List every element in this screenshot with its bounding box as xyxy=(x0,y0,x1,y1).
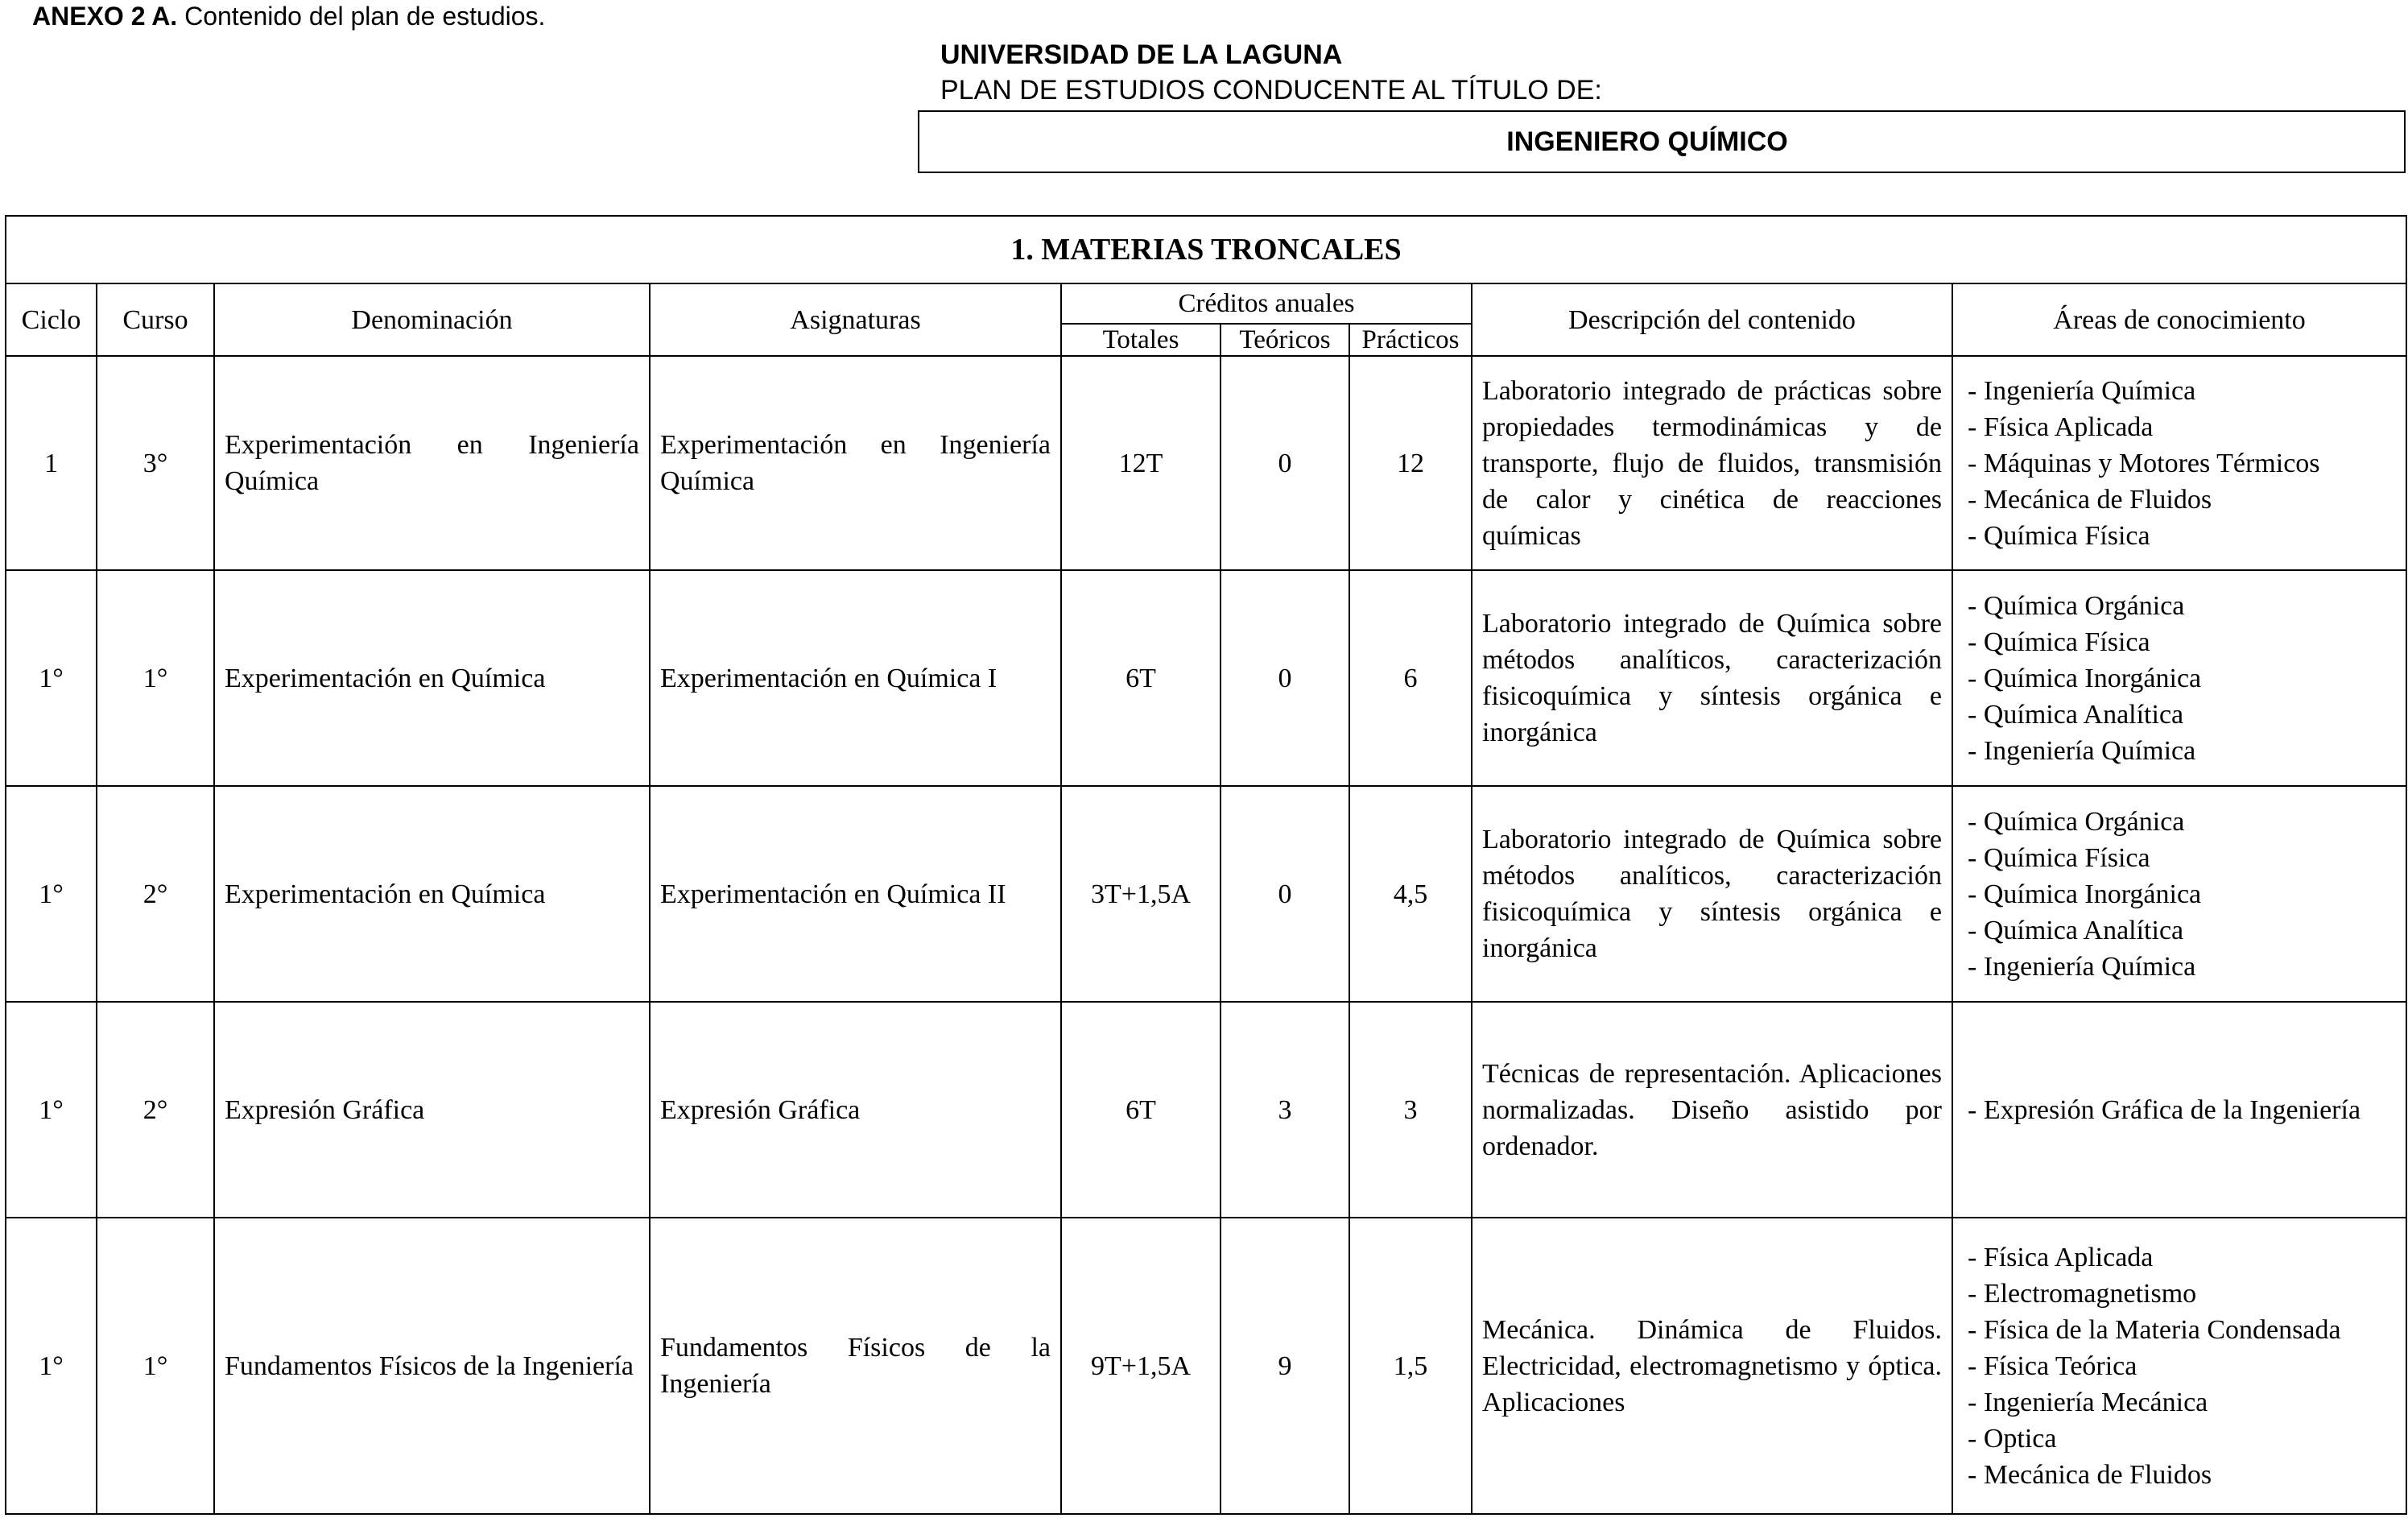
cell-totales: 12T xyxy=(1061,356,1221,570)
annex-text: Contenido del plan de estudios. xyxy=(177,2,546,31)
table-row xyxy=(6,1002,2406,1218)
cell-denominacion: Expresión Gráfica xyxy=(214,1002,650,1218)
cell-practicos: 1,5 xyxy=(1349,1218,1472,1514)
area-item: - Física Teórica xyxy=(1968,1350,2137,1381)
area-item: - Expresión Gráfica de la Ingeniería xyxy=(1968,1094,2361,1125)
col-header-descripcion: Descripción del contenido xyxy=(1472,283,1952,356)
cell-descripcion: Laboratorio integrado de prácticas sobre propiedades termodinámicas y de transporte, flujo de fluidos, transmisión de calor y cinética de reacciones químicas xyxy=(1472,356,1952,570)
cell-teoricos: 9 xyxy=(1221,1218,1349,1514)
area-item: - Ingeniería Química xyxy=(1968,951,2196,982)
plan-heading: PLAN DE ESTUDIOS CONDUCENTE AL TÍTULO DE: xyxy=(940,75,1602,105)
cell-curso: 1° xyxy=(97,1218,214,1514)
cell-denominacion: Experimentación en Ingeniería Química xyxy=(214,356,650,570)
cell-asignatura: Experimentación en Química II xyxy=(650,786,1061,1002)
cell-totales: 6T xyxy=(1061,570,1221,786)
table-row xyxy=(6,786,2406,1002)
cell-areas xyxy=(1952,786,2406,1002)
cell-asignatura: Expresión Gráfica xyxy=(650,1002,1061,1218)
cell-areas xyxy=(1952,1218,2406,1514)
annex-label: ANEXO 2 A. xyxy=(32,2,178,31)
cell-areas xyxy=(1952,570,2406,786)
col-header-curso: Curso xyxy=(97,283,214,356)
cell-ciclo: 1° xyxy=(6,1218,97,1514)
cell-teoricos: 3 xyxy=(1221,1002,1349,1218)
cell-denominacion: Experimentación en Química xyxy=(214,786,650,1002)
cell-teoricos: 0 xyxy=(1221,356,1349,570)
table-row xyxy=(6,356,2406,570)
annex-caption xyxy=(32,0,545,32)
cell-descripcion: Técnicas de representación. Aplicaciones normalizadas. Diseño asistido por ordenador. xyxy=(1472,1002,1952,1218)
area-item: - Ingeniería Química xyxy=(1968,735,2196,766)
cell-totales: 3T+1,5A xyxy=(1061,786,1221,1002)
cell-teoricos: 0 xyxy=(1221,570,1349,786)
cell-ciclo: 1° xyxy=(6,786,97,1002)
subjects-table xyxy=(5,215,2407,1515)
area-item: - Química Física xyxy=(1968,627,2150,657)
cell-ciclo: 1 xyxy=(6,356,97,570)
cell-areas xyxy=(1952,1002,2406,1218)
cell-asignatura: Fundamentos Físicos de la Ingeniería xyxy=(650,1218,1061,1514)
cell-areas xyxy=(1952,356,2406,570)
area-item: - Química Orgánica xyxy=(1968,806,2185,837)
cell-ciclo: 1° xyxy=(6,1002,97,1218)
area-item: - Ingeniería Mecánica xyxy=(1968,1387,2208,1417)
cell-ciclo: 1° xyxy=(6,570,97,786)
col-header-areas: Áreas de conocimiento xyxy=(1952,283,2406,356)
cell-curso: 1° xyxy=(97,570,214,786)
cell-asignatura: Experimentación en Química I xyxy=(650,570,1061,786)
col-header-practicos: Prácticos xyxy=(1349,324,1472,356)
cell-totales: 6T xyxy=(1061,1002,1221,1218)
cell-descripcion: Laboratorio integrado de Química sobre métodos analíticos, caracterización fisicoquímica y síntesis orgánica e inorgánica xyxy=(1472,786,1952,1002)
area-item: - Ingeniería Química xyxy=(1968,375,2196,406)
area-item: - Química Inorgánica xyxy=(1968,879,2202,909)
area-item: - Física de la Materia Condensada xyxy=(1968,1314,2341,1345)
cell-curso: 2° xyxy=(97,786,214,1002)
cell-practicos: 6 xyxy=(1349,570,1472,786)
area-item: - Física Aplicada xyxy=(1968,412,2154,442)
area-item: - Electromagnetismo xyxy=(1968,1278,2197,1309)
cell-descripcion: Laboratorio integrado de Química sobre métodos analíticos, caracterización fisicoquímica y síntesis orgánica e inorgánica xyxy=(1472,570,1952,786)
cell-teoricos: 0 xyxy=(1221,786,1349,1002)
col-header-denominacion: Denominación xyxy=(214,283,650,356)
table-row xyxy=(6,1218,2406,1514)
degree-title-box xyxy=(918,110,2406,173)
area-item: - Física Aplicada xyxy=(1968,1242,2154,1272)
col-header-asignaturas: Asignaturas xyxy=(650,283,1061,356)
cell-denominacion: Fundamentos Físicos de la Ingeniería xyxy=(214,1218,650,1514)
cell-asignatura: Experimentación en Ingeniería Química xyxy=(650,356,1061,570)
cell-curso: 2° xyxy=(97,1002,214,1218)
area-item: - Química Analítica xyxy=(1968,699,2184,730)
cell-practicos: 4,5 xyxy=(1349,786,1472,1002)
cell-practicos: 12 xyxy=(1349,356,1472,570)
col-header-creditos: Créditos anuales xyxy=(1061,283,1472,324)
university-name: UNIVERSIDAD DE LA LAGUNA xyxy=(940,39,1343,70)
degree-title: INGENIERO QUÍMICO xyxy=(1506,126,1788,157)
area-item: - Química Analítica xyxy=(1968,915,2184,945)
area-item: - Química Inorgánica xyxy=(1968,663,2202,693)
cell-denominacion: Experimentación en Química xyxy=(214,570,650,786)
area-item: - Optica xyxy=(1968,1423,2057,1454)
col-header-totales: Totales xyxy=(1061,324,1221,356)
area-item: - Máquinas y Motores Térmicos xyxy=(1968,448,2320,478)
col-header-teoricos: Teóricos xyxy=(1221,324,1349,356)
area-item: - Mecánica de Fluidos xyxy=(1968,1459,2212,1490)
area-item: - Química Orgánica xyxy=(1968,590,2185,621)
area-item: - Mecánica de Fluidos xyxy=(1968,484,2212,515)
table-row xyxy=(6,570,2406,786)
area-item: - Química Física xyxy=(1968,520,2150,551)
cell-curso: 3° xyxy=(97,356,214,570)
cell-practicos: 3 xyxy=(1349,1002,1472,1218)
col-header-ciclo: Ciclo xyxy=(6,283,97,356)
cell-descripcion: Mecánica. Dinámica de Fluidos. Electricidad, electromagnetismo y óptica. Aplicaciones xyxy=(1472,1218,1952,1514)
cell-totales: 9T+1,5A xyxy=(1061,1218,1221,1514)
section-title: 1. MATERIAS TRONCALES xyxy=(6,216,2406,283)
area-item: - Química Física xyxy=(1968,842,2150,873)
